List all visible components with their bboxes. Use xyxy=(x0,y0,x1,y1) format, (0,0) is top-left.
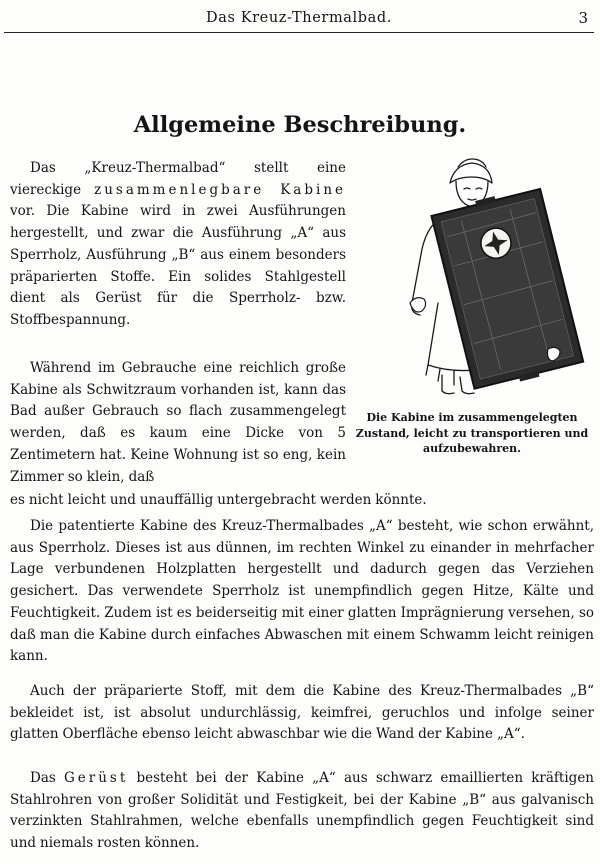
section-heading: Allgemeine Beschreibung. xyxy=(133,112,467,138)
paragraph-frame xyxy=(10,768,594,855)
running-header xyxy=(4,4,594,33)
paragraph-usage: Während im Gebrauche eine reichlich große Kabine als Schwitzraum vorhanden ist, kann das Bad außer Gebrauch so flach zusammengelegt werden, daß es kaum eine Dicke von 5 Zentimetern hat. Keine Wohnung ist so eng, kein Zimmer so klein, daß xyxy=(10,360,346,485)
paragraph-intro xyxy=(10,158,346,332)
page-number: 3 xyxy=(578,9,588,27)
paragraph-cabin-a: Die patentierte Kabine des Kreuz-Thermalbades „A“ besteht, wie schon erwähnt, aus Sperrholz. Dieses ist aus dünnen, im rechten Winkel zu einander in mehrfacher Lage verbundenen Holzplatten hergestellt und dadurch gegen das Verziehen gesichert. Das verwendete Sperrholz ist unempfindlich gegen Hitze, Kälte und Feuchtigkeit. Zudem ist es beiderseitig mit einer glatten Imprägnierung versehen, so daß man die Kabine durch einfaches Abwaschen mit einem Schwamm leicht reinigen kann. xyxy=(10,518,594,665)
woman-holding-folded-cabin-drawing xyxy=(398,153,588,398)
folded-cabin-illustration xyxy=(398,153,588,398)
paragraph-intro-rest: vor. Die Kabine wird in zwei Ausführungen hergestellt, und zwar die Ausführung „A“ aus Sperrholz, Ausführung „B“ aus einem besonders präparierten Stoffe. Ein solides Stahlgestell dient als Gerüst für die Sperrholz- bzw. Stoffbespannung. xyxy=(10,203,346,328)
spaced-emphasis-geruest: Gerüst xyxy=(64,770,129,786)
spaced-emphasis: zusammenlegbare Kabine xyxy=(94,181,346,198)
paragraph-usage-continued: es nicht leicht und unauffällig untergebracht werden könnte. xyxy=(10,492,427,508)
paragraph-frame-rest: besteht bei der Kabine „A“ aus schwarz emaillierten kräftigen Stahlrohren von großer Solidität und Festigkeit, bei der Kabine „B“ aus galvanisch verzinkten Stahlrahmen, welche ebenfalls unempfindlich gegen Feuchtigkeit sind und niemals rosten können. xyxy=(10,770,594,852)
figure-caption: Die Kabine im zusammengelegten Zustand, leicht zu transportieren und aufzubewahren. xyxy=(355,411,589,455)
paragraph-cabin-b: Auch der präparierte Stoff, mit dem die Kabine des Kreuz-Thermalbades „B“ bekleidet ist, ist absolut undurchlässig, keimfrei, geruchlos und infolge seiner glatten Oberfläche ebenso leicht abwaschbar wie die Wand der Kabine „A“. xyxy=(10,683,594,743)
paragraph-intro-start: Das „Kreuz-Thermalbad“ stellt eine viereckige xyxy=(10,160,346,198)
paragraph-frame-start: Das xyxy=(30,770,56,786)
running-title: Das Kreuz-Thermalbad. xyxy=(206,10,392,26)
